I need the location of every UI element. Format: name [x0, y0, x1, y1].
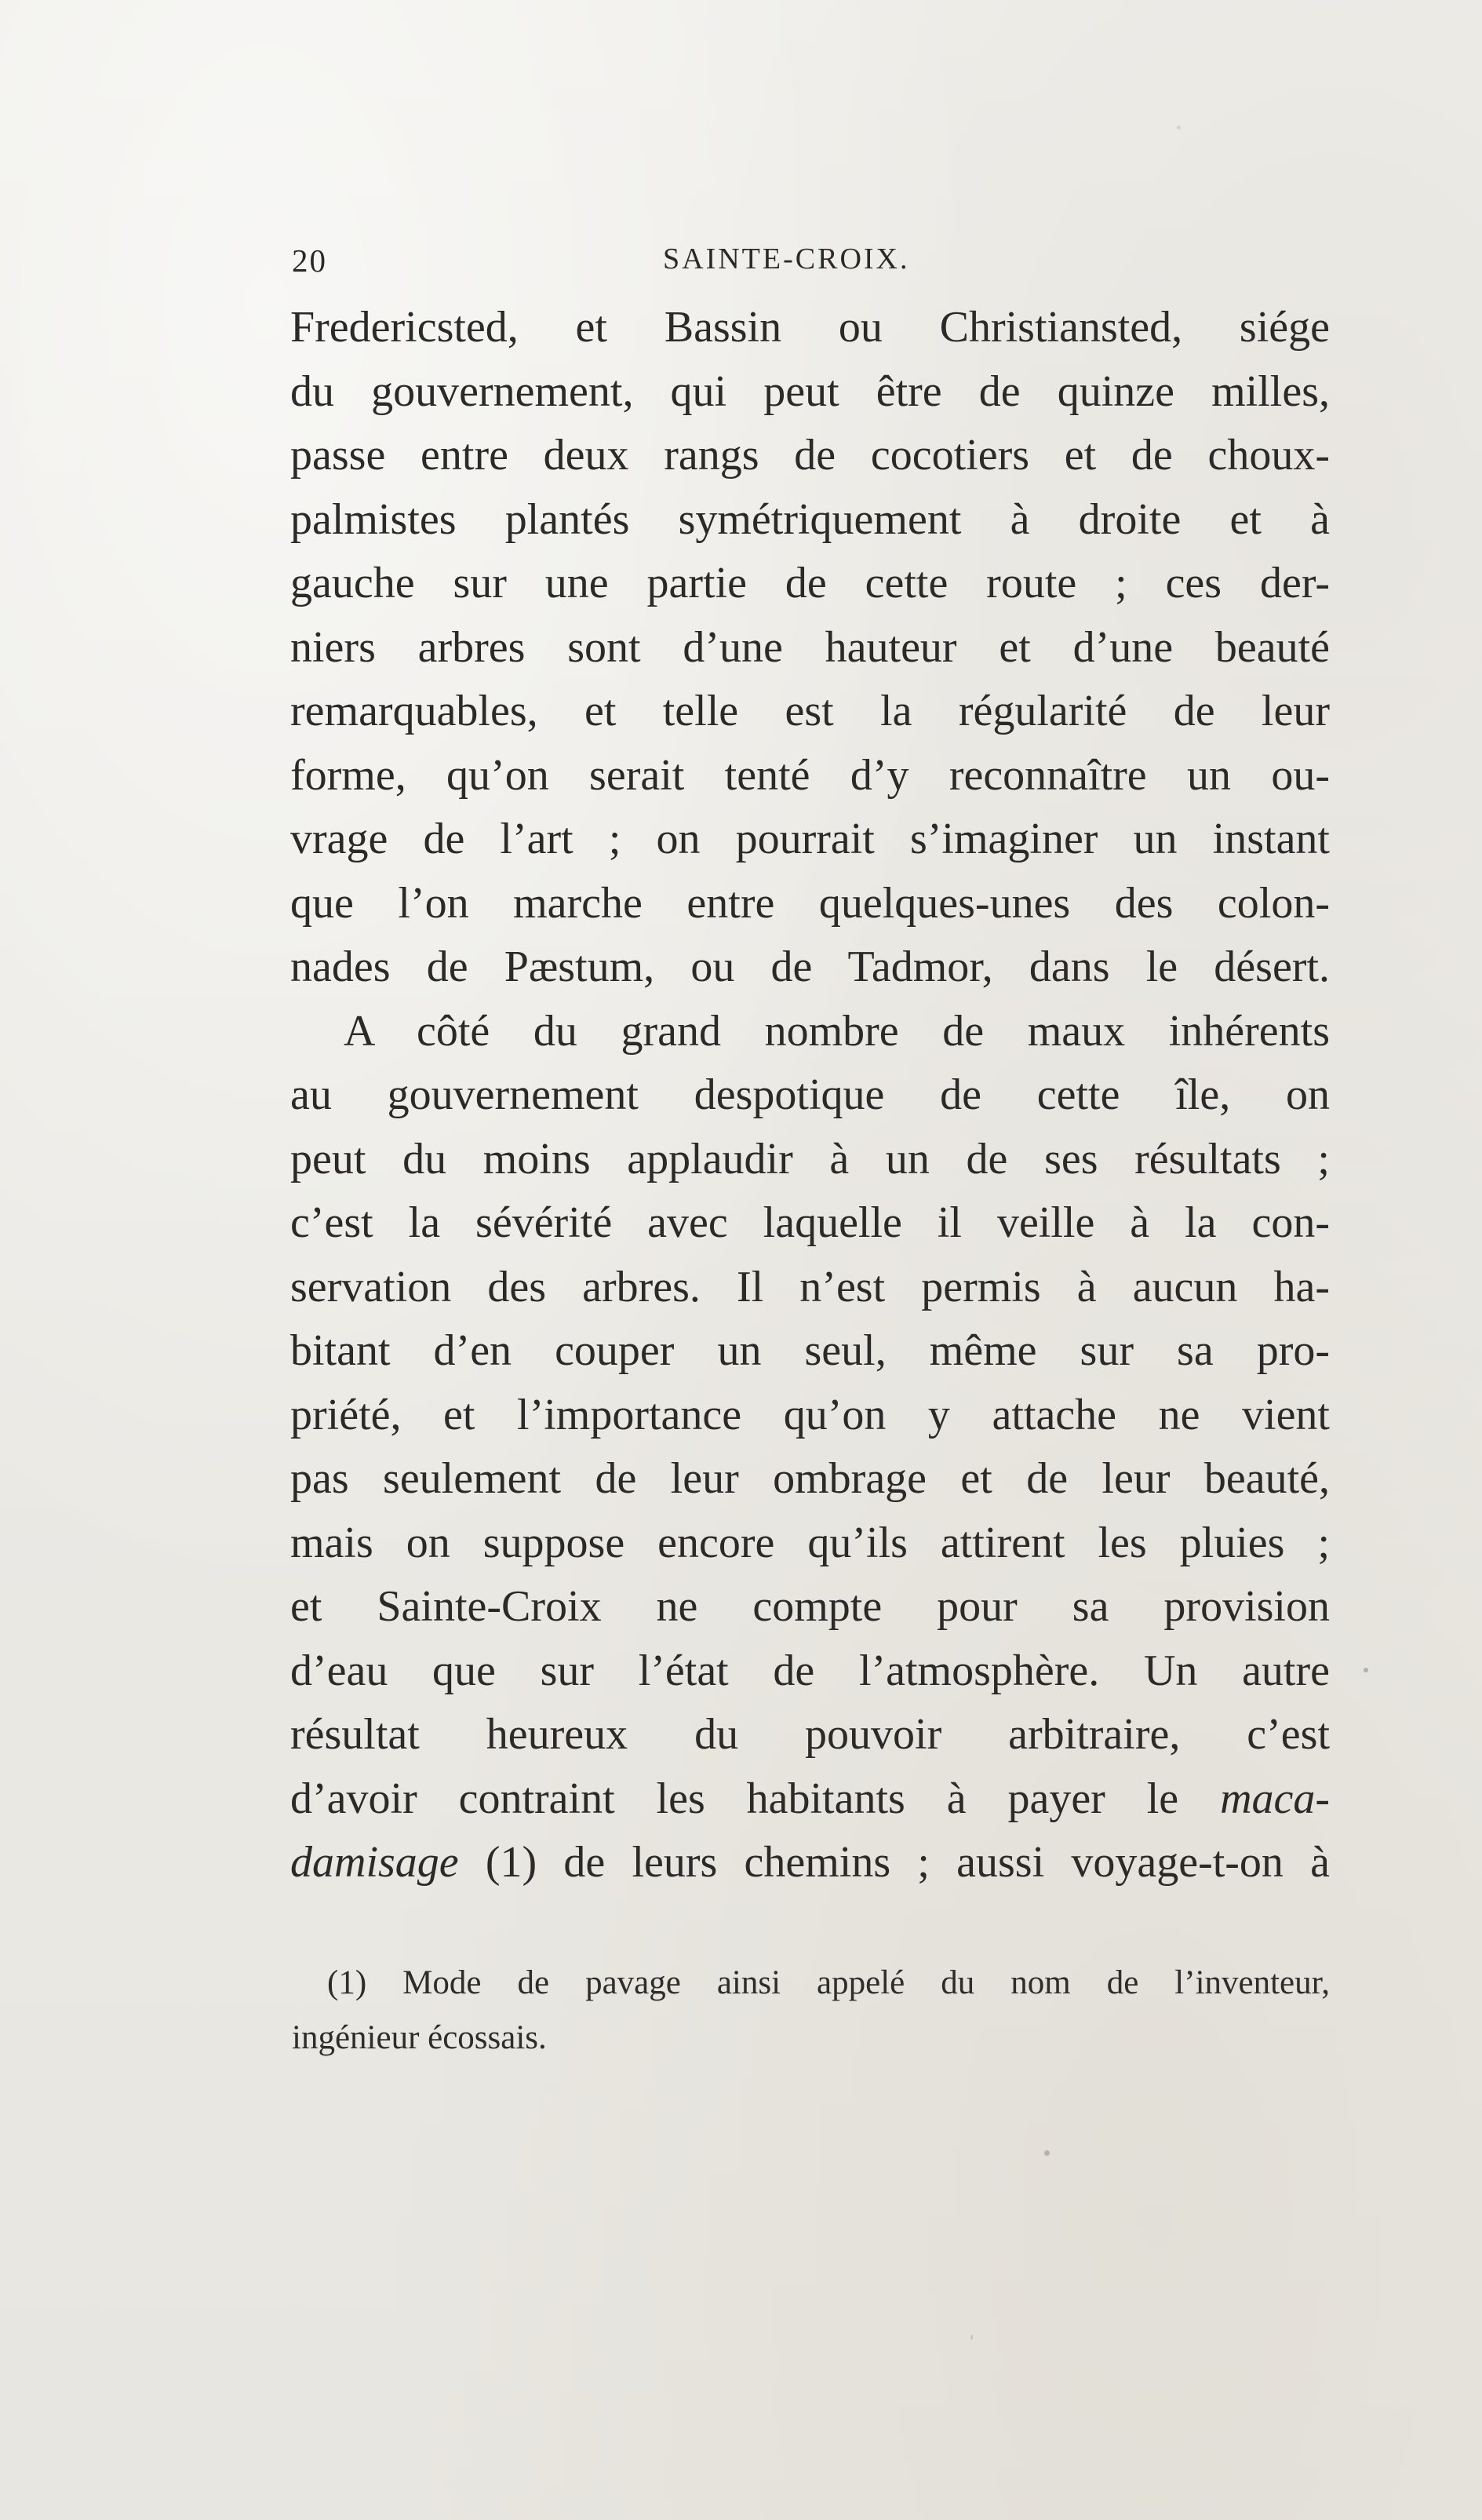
text-line: mais on suppose encore qu’ils attirent les pluies ;	[290, 1518, 1330, 1567]
italic-term: maca-	[1220, 1774, 1331, 1823]
text-line: servation des arbres. Il n’est permis à aucun ha-	[290, 1262, 1330, 1311]
text-line: nades de Pæstum, ou de Tadmor, dans le désert.	[290, 943, 1330, 991]
text-line: d’eau que sur l’état de l’atmosphère. Un autre	[290, 1646, 1330, 1695]
text-line: gauche sur une partie de cette route ; ces der-	[290, 559, 1330, 607]
footnote-line: (1) Mode de pavage ainsi appelé du nom de l’inventeur,	[327, 1964, 1330, 2001]
text-line: palmistes plantés symétriquement à droite et à	[290, 494, 1330, 544]
paper-speck	[1364, 1668, 1368, 1672]
text-line: forme, qu’on serait tenté d’y reconnaître un ou-	[290, 750, 1330, 800]
text-line: que l’on marche entre quelques-unes des colon-	[290, 878, 1330, 928]
page-number: 20	[292, 243, 327, 279]
text-line: peut du moins applaudir à un de ses résultats ;	[290, 1134, 1330, 1183]
text-line: passe entre deux rangs de cocotiers et de choux-	[290, 431, 1330, 480]
paragraph-start-line: A côté du grand nombre de maux inhérents	[344, 1006, 1330, 1056]
text-line: Fredericsted, et Bassin ou Christiansted, siége	[290, 303, 1330, 352]
text-line: et Sainte-Croix ne compte pour sa provision	[290, 1582, 1330, 1631]
body-text	[290, 296, 1330, 1895]
footnote	[292, 1956, 1330, 2066]
text-line-prefix: d’avoir contraint les habitants à payer le	[290, 1774, 1179, 1823]
paper-speck	[1044, 2150, 1050, 2156]
text-line: priété, et l’importance qu’on y attache ne vient	[290, 1390, 1330, 1439]
text-line: résultat heureux du pouvoir arbitraire, c’est	[290, 1710, 1330, 1759]
text-line: bitant d’en couper un seul, même sur sa pro-	[290, 1326, 1330, 1375]
text-line: pas seulement de leur ombrage et de leur beauté,	[290, 1454, 1330, 1503]
footnote-line: ingénieur écossais.	[292, 2019, 547, 2056]
text-line: au gouvernement despotique de cette île, on	[290, 1070, 1330, 1119]
paper-speck	[970, 2335, 973, 2339]
page-header	[292, 242, 1343, 289]
text-line-with-italic	[290, 1767, 1330, 1832]
text-line: niers arbres sont d’une hauteur et d’une beauté	[290, 622, 1330, 672]
text-line-with-italic	[290, 1831, 1330, 1895]
text-line: remarquables, et telle est la régularité de leur	[290, 687, 1330, 735]
text-line: c’est la sévérité avec laquelle il veille à la con-	[290, 1198, 1330, 1247]
paper-speck	[1177, 126, 1181, 129]
text-line: vrage de l’art ; on pourrait s’imaginer un instant	[290, 815, 1330, 863]
italic-term: damisage	[290, 1838, 459, 1887]
running-title: SAINTE-CROIX.	[663, 243, 910, 275]
text-line-rest: (1) de leurs chemins ; aussi voyage-t-on à	[485, 1838, 1331, 1887]
text-line: du gouvernement, qui peut être de quinze milles,	[290, 367, 1330, 416]
